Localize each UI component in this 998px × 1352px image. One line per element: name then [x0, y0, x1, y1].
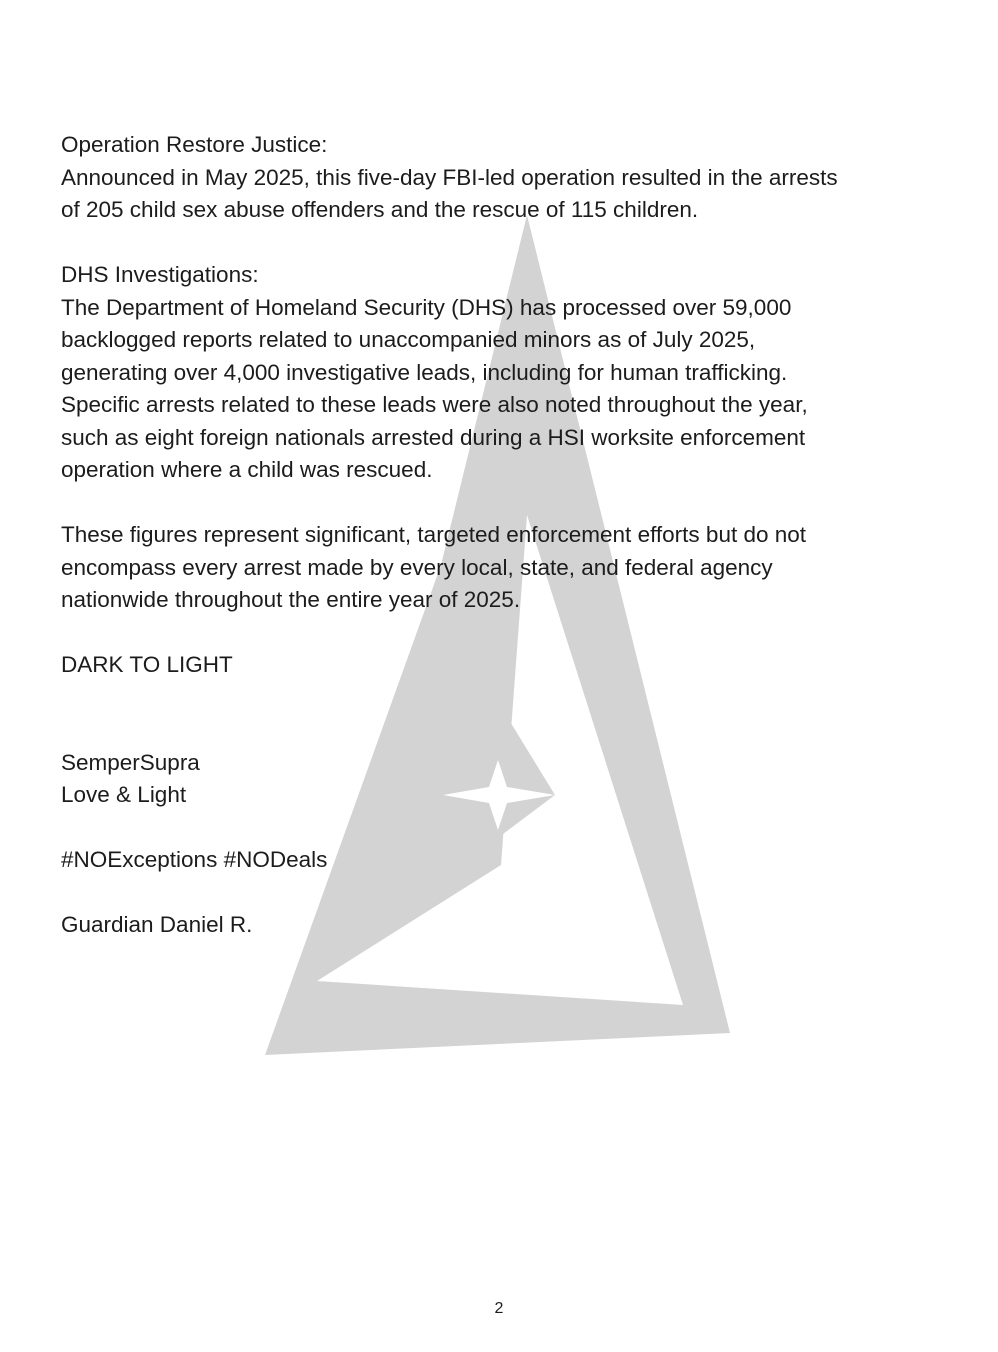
section-heading: DHS Investigations: [61, 262, 259, 287]
body-line: encompass every arrest made by every local, state, and federal agency [61, 554, 773, 580]
section-summary [61, 519, 941, 617]
section-dhs-investigations [61, 259, 941, 487]
body-line: of 205 child sex abuse offenders and the rescue of 115 children. [61, 197, 699, 222]
body-line: The Department of Homeland Security (DHS) has processed over 59,000 [61, 294, 792, 320]
body-line: nationwide throughout the entire year of 2025. [61, 587, 521, 612]
section-operation-restore-justice [61, 129, 941, 227]
body-line: such as eight foreign nationals arrested during a HSI worksite enforcement [61, 424, 806, 450]
body-line: Announced in May 2025, this five-day FBI-led operation resulted in the arrests [61, 164, 838, 190]
body-line: generating over 4,000 investigative leads, including for human trafficking. [61, 359, 788, 385]
hashtags: #NOExceptions #NODeals [61, 847, 328, 872]
page-number: 2 [494, 1300, 504, 1317]
body-line: backlogged reports related to unaccompanied minors as of July 2025, [61, 327, 756, 352]
section-heading: Operation Restore Justice: [61, 132, 328, 157]
signature: Guardian Daniel R. [61, 912, 253, 937]
document-body [61, 129, 941, 942]
body-line: Specific arrests related to these leads were also noted throughout the year, [61, 392, 808, 417]
signoff [61, 747, 941, 812]
body-line: These figures represent significant, targeted enforcement efforts but do not [61, 522, 807, 547]
body-line: operation where a child was rescued. [61, 457, 433, 482]
signoff-line: SemperSupra [61, 749, 200, 775]
motto: DARK TO LIGHT [61, 652, 233, 677]
signoff-line: Love & Light [61, 782, 187, 807]
